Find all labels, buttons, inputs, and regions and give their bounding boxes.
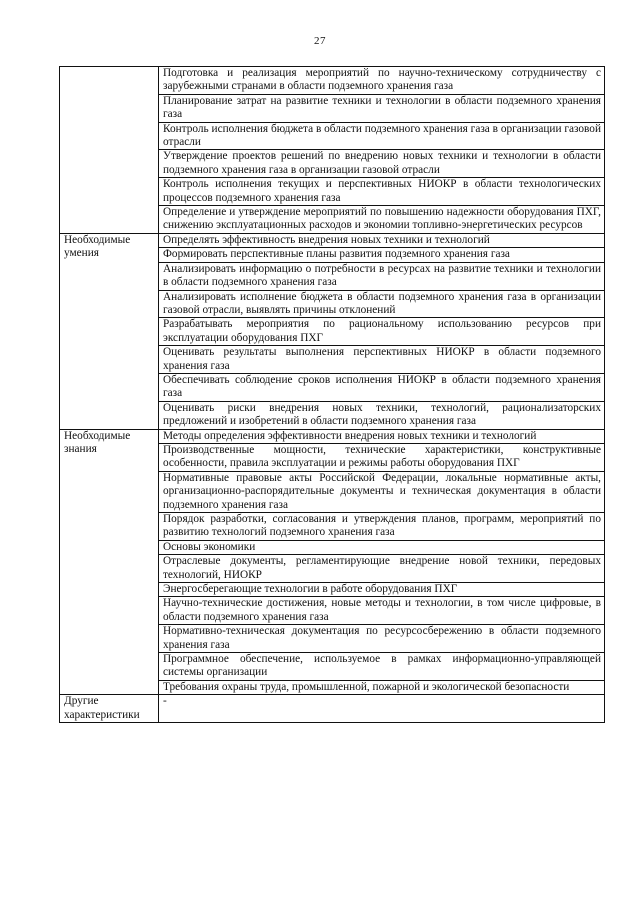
table-cell: Контроль исполнения бюджета в области подземного хранения газа в организации газовой отрасли [159, 122, 605, 150]
table-cell: Формировать перспективные планы развития подземного хранения газа [159, 248, 605, 262]
table-cell: Определение и утверждение мероприятий по повышению надежности оборудования ПХГ, снижению эксплуатационных расходов и экономии топливно-энергетических ресурсов [159, 206, 605, 234]
table-cell: Основы экономики [159, 540, 605, 554]
table-cell: Подготовка и реализация мероприятий по научно-техническому сотрудничеству с зарубежными странами в области подземного хранения газа [159, 67, 605, 95]
table-cell: Анализировать информацию о потребности в ресурсах на развитие техники и технологии в области подземного хранения газа [159, 262, 605, 290]
table-cell: Анализировать исполнение бюджета в области подземного хранения газа в организации газовой отрасли, выявлять причины отклонений [159, 290, 605, 318]
table-cell: Разрабатывать мероприятия по рациональному использованию ресурсов при эксплуатации оборудования ПХГ [159, 318, 605, 346]
table-cell: Требования охраны труда, промышленной, пожарной и экологической безопасности [159, 680, 605, 694]
page-number: 27 [314, 35, 326, 47]
table-cell: Производственные мощности, технические характеристики, конструктивные особенности, правила эксплуатации и режимы работы оборудования ПХГ [159, 443, 605, 471]
table-cell: Научно-технические достижения, новые методы и технологии, в том числе цифровые, в области подземного хранения газа [159, 597, 605, 625]
table-cell: Нормативные правовые акты Российской Федерации, локальные нормативные акты, организационно-распорядительные документы и техническая документация в области подземного хранения газа [159, 471, 605, 512]
table-cell: Обеспечивать соблюдение сроков исполнения НИОКР в области подземного хранения газа [159, 373, 605, 401]
table-cell: - [159, 695, 605, 723]
table-cell: Оценивать результаты выполнения перспективных НИОКР в области подземного хранения газа [159, 346, 605, 374]
characteristics-table [59, 66, 605, 723]
table-cell: Планирование затрат на развитие техники и технологии в области подземного хранения газа [159, 94, 605, 122]
table-cell: Порядок разработки, согласования и утверждения планов, программ, мероприятий по развитию технологий подземного хранения газа [159, 513, 605, 541]
section-label: Необходимые умения [60, 233, 159, 429]
table-cell: Методы определения эффективности внедрения новых техники и технологий [159, 429, 605, 443]
table-cell: Оценивать риски внедрения новых техники, технологий, рационализаторских предложений и изобретений в области подземного хранения газа [159, 401, 605, 429]
table-cell: Отраслевые документы, регламентирующие внедрение новой техники, передовых технологий, НИОКР [159, 555, 605, 583]
table-cell: Программное обеспечение, используемое в рамках информационно-управляющей системы организации [159, 653, 605, 681]
section-label: Другие характеристики [60, 695, 159, 723]
table-row [60, 695, 605, 723]
table-row [60, 429, 605, 443]
table-cell: Энергосберегающие технологии в работе оборудования ПХГ [159, 583, 605, 597]
section-label: Необходимые знания [60, 429, 159, 695]
characteristics-table-body [60, 67, 605, 723]
table-cell: Определять эффективность внедрения новых техники и технологий [159, 233, 605, 247]
table-cell: Нормативно-техническая документация по ресурсосбережению в области подземного хранения газа [159, 625, 605, 653]
section-label [60, 67, 159, 234]
table-row [60, 233, 605, 247]
table-row [60, 67, 605, 95]
table-cell: Утверждение проектов решений по внедрению новых техники и технологии в области подземного хранения газа в организации газовой отрасли [159, 150, 605, 178]
table-cell: Контроль исполнения текущих и перспективных НИОКР в области технологических процессов подземного хранения газа [159, 178, 605, 206]
